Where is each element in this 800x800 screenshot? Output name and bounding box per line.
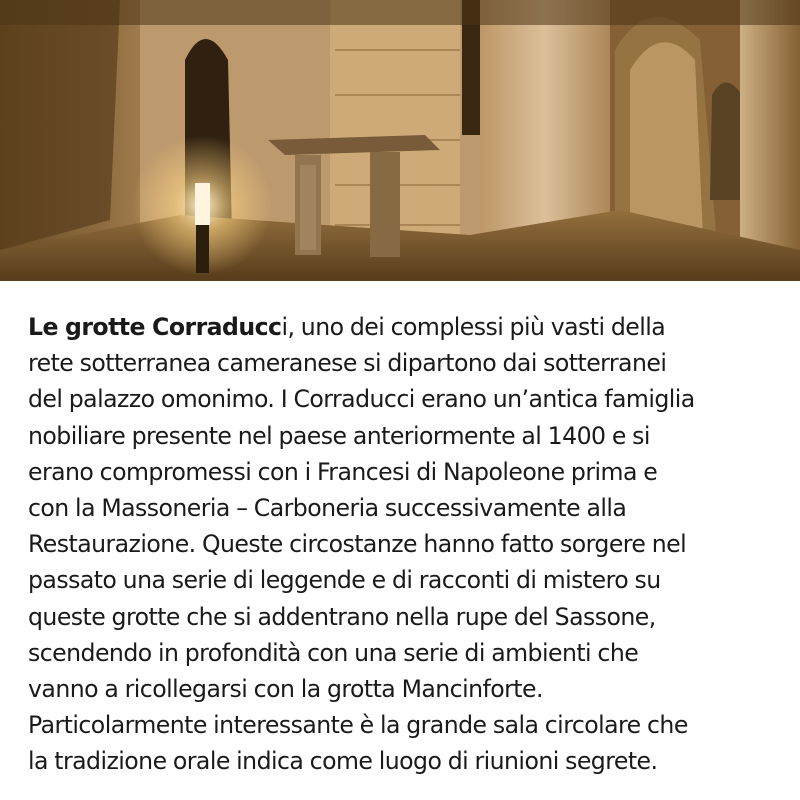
article-line-12: Particolarmente interessante è la grande sala circolare che	[28, 711, 688, 740]
cave-photo-illustration	[0, 0, 800, 281]
article-line-1	[28, 309, 788, 345]
article-line-2: rete sotterranea cameranese si dipartono dai sotterranei	[28, 349, 667, 378]
article-text	[28, 309, 788, 780]
article-title-bold: Le grotte Corraducc	[28, 313, 282, 341]
cave-photo	[0, 0, 800, 281]
article-line-5: erano compromessi con i Francesi di Napoleone prima e	[28, 457, 658, 486]
article-line-10: scendendo in profondità con una serie di ambienti che	[28, 638, 639, 667]
article-line-1-rest: i, uno dei complessi più vasti della	[281, 313, 666, 341]
article-line-11: vanno a ricollegarsi con la grotta Mancinforte.	[28, 675, 543, 704]
article-line-9: queste grotte che si addentrano nella rupe del Sassone,	[28, 602, 656, 631]
article-line-4: nobiliare presente nel paese anteriormente al 1400 e si	[28, 421, 650, 450]
article-line-8: passato una serie di leggende e di racconti di mistero su	[28, 566, 661, 595]
article-line-6: con la Massoneria – Carboneria successivamente alla	[28, 494, 627, 523]
article-line-3: del palazzo omonimo. I Corraducci erano un’antica famiglia	[28, 385, 695, 414]
article-line-7: Restaurazione. Queste circostanze hanno fatto sorgere nel	[28, 530, 687, 559]
article-line-13: la tradizione orale indica come luogo di riunioni segrete.	[28, 747, 658, 776]
